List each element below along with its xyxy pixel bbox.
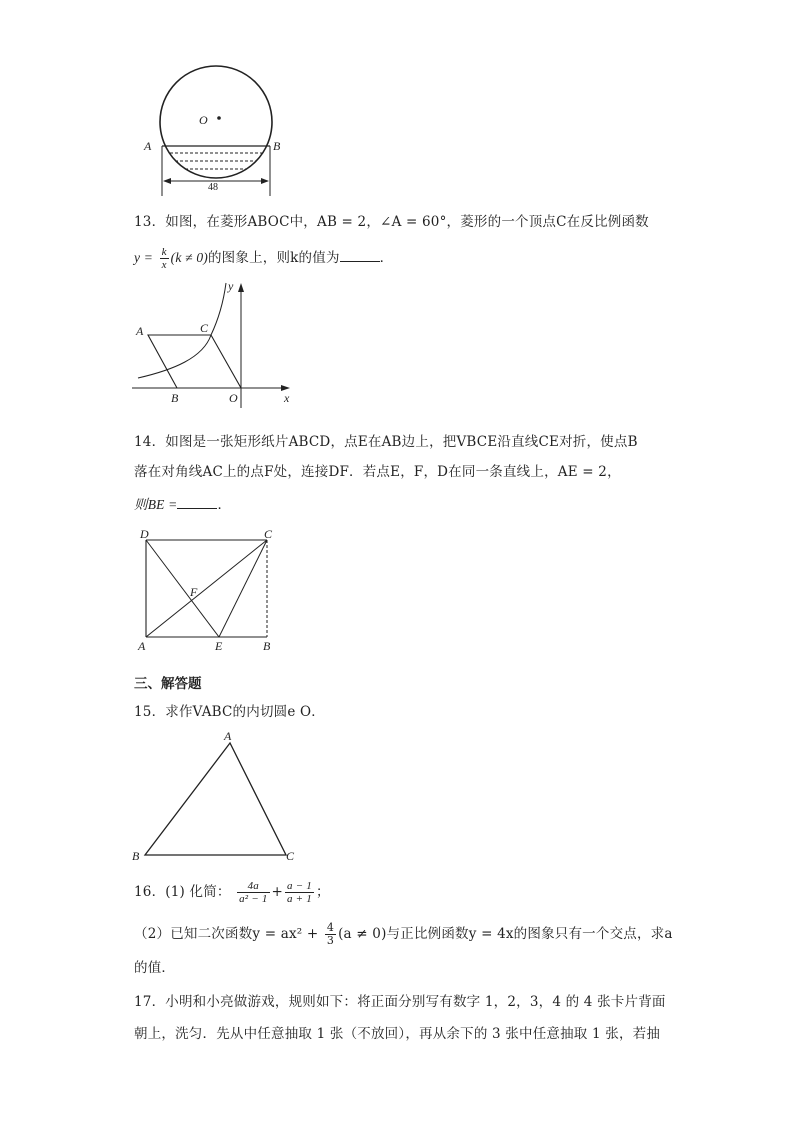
q17-line2: 朝上，洗匀．先从中任意抽取 1 张（不放回），再从余下的 3 张中任意抽取 1 张，若抽 (134, 1026, 661, 1042)
q14-text2: 落在对角线AC上的点F处，连接DF．若点E，F，D在同一条直线上，AE = 2， (134, 464, 621, 480)
q14-label-c: C (264, 527, 273, 541)
q14-end: ． (217, 497, 232, 513)
label-a: A (144, 139, 152, 153)
q13-label-b: B (171, 391, 179, 405)
triangle-figure (128, 728, 303, 868)
q16-fraction-1: $\frac{4a}{\text{a² − 1}}$ (239, 880, 268, 905)
q14-line3 (134, 494, 231, 515)
q13-tail: 的图象上，则k的值为 (207, 250, 340, 266)
q13-line2 (134, 246, 393, 271)
section-heading: 三、解答题 (134, 676, 202, 692)
q16-part1-end: ； (315, 884, 330, 900)
q13-label-o: O (229, 391, 238, 405)
q15-label-b: B (132, 849, 140, 863)
q14-text1: 如图是一张矩形纸片ABCD，点E在AB边上，把VBCE沿直线CE对折，使点B (165, 434, 638, 450)
q14-number: 14． (134, 434, 166, 450)
q16-fraction-3: $\frac{4}{3}$ (326, 921, 335, 947)
q13-func-cond: (k ≠ 0) (170, 250, 208, 265)
q13-number: 13． (134, 214, 166, 230)
q13-answer-blank[interactable] (340, 247, 380, 262)
circle-water-figure (135, 62, 295, 202)
q15-line: 15．求作VABC的内切圆e O． (134, 704, 326, 720)
q16-part1 (134, 880, 330, 905)
q16-fraction-2: $\frac{a - 1}{a + 1}$ (287, 880, 312, 905)
q14-line2 (134, 462, 621, 482)
q14-answer-blank[interactable] (177, 494, 217, 509)
q15-label-a: A (224, 729, 232, 743)
q14-label-a: A (138, 639, 146, 653)
q13-end: ． (379, 250, 394, 266)
q16-part2-mid: (a ≠ 0)与正比例函数y = 4x的图象只有一个交点，求a (338, 926, 673, 942)
q13-fraction: $\frac{k}{x}$ (161, 246, 167, 271)
rectangle-fold-figure (134, 526, 284, 656)
q13-text: 如图，在菱形ABOC中，AB = 2，∠A = 60°，菱形的一个顶点C在反比例函数 (165, 214, 649, 230)
q16-part2-head: （2）已知二次函数y = ax² + (134, 926, 319, 942)
label-o: O (199, 113, 208, 127)
rhombus-hyperbola-figure (128, 278, 298, 408)
q14-label-b: B (263, 639, 271, 653)
q13-label-x: x (284, 391, 290, 405)
q13-label-a: A (136, 324, 144, 338)
q14-text3: 则BE = (134, 497, 178, 512)
q14-label-e: E (215, 639, 223, 653)
q13-func-y: y = (134, 250, 154, 265)
label-48: 48 (208, 182, 218, 193)
q14-label-f: F (190, 585, 198, 599)
q16-part2 (134, 922, 673, 947)
q14-label-d: D (140, 527, 149, 541)
q13-label-y: y (228, 279, 234, 293)
q14-line1 (134, 432, 638, 452)
q16-part1-head: 16．(1) 化简： (134, 884, 231, 900)
q17-line1: 17．小明和小亮做游戏，规则如下：将正面分别写有数字 1，2，3，4 的 4 张卡片背面 (134, 994, 666, 1010)
label-b: B (273, 139, 281, 153)
q16-plus: + (271, 884, 284, 900)
q13-line1 (134, 212, 649, 232)
q13-label-c: C (200, 321, 209, 335)
q15-label-c: C (286, 849, 295, 863)
q16-part2-tail: 的值． (134, 960, 176, 976)
